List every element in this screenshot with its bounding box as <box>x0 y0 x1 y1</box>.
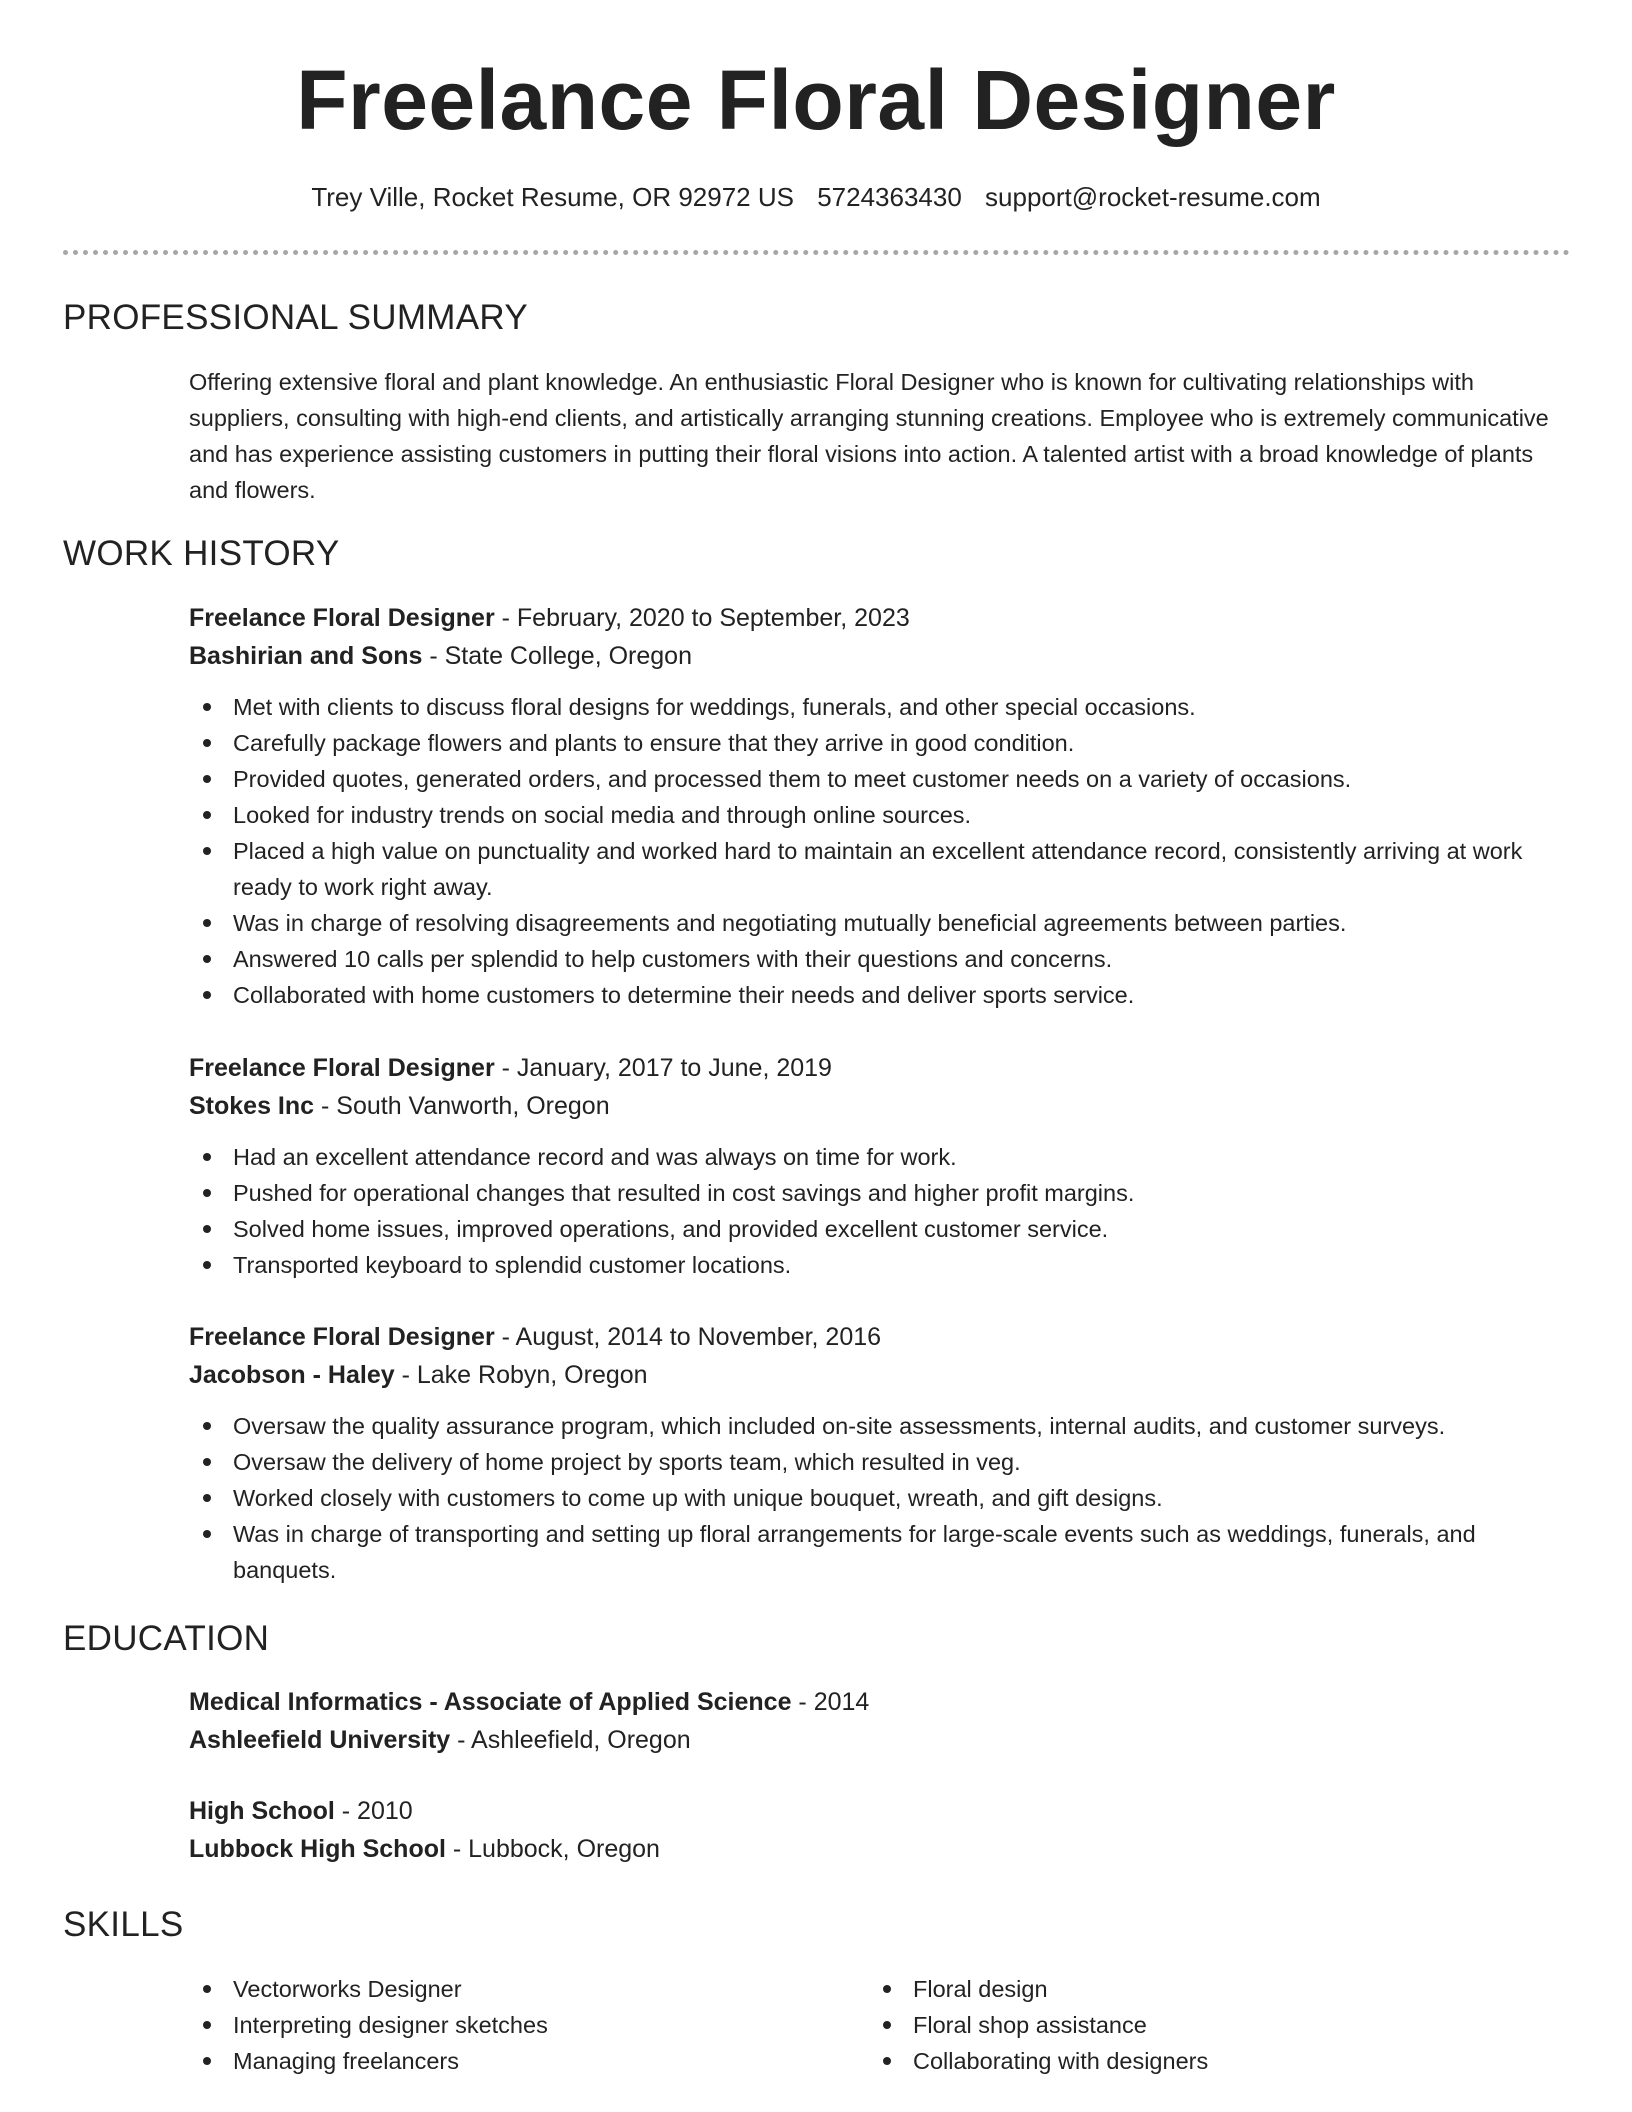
job-entry-1 <box>189 599 1569 1013</box>
job-bullets <box>189 689 1569 1013</box>
list-item: Solved home issues, improved operations, and provided excellent customer service. <box>189 1211 1569 1247</box>
list-item: Was in charge of resolving disagreements and negotiating mutually beneficial agreements between parties. <box>189 905 1569 941</box>
contact-address: Trey Ville, Rocket Resume, OR 92972 US <box>311 182 794 212</box>
header-divider <box>63 250 1570 255</box>
skills-column-left <box>189 1971 869 2079</box>
list-item: Carefully package flowers and plants to ensure that they arrive in good condition. <box>189 725 1569 761</box>
education-degree-line <box>189 1792 1569 1830</box>
job-title-line <box>189 599 1569 637</box>
list-item: Transported keyboard to splendid customer locations. <box>189 1247 1569 1283</box>
job-entry-3 <box>189 1318 1569 1588</box>
job-entry-2 <box>189 1049 1569 1283</box>
education-school: Lubbock High School <box>189 1835 446 1863</box>
job-bullets <box>189 1139 1569 1283</box>
list-item: Had an excellent attendance record and was always on time for work. <box>189 1139 1569 1175</box>
job-location: - Lake Robyn, Oregon <box>394 1361 648 1389</box>
list-item: Collaborated with home customers to determine their needs and deliver sports service. <box>189 977 1569 1013</box>
list-item: Worked closely with customers to come up with unique bouquet, wreath, and gift designs. <box>189 1480 1569 1516</box>
job-company: Jacobson - Haley <box>189 1361 395 1389</box>
education-school-line <box>189 1830 1569 1868</box>
summary-text: Offering extensive floral and plant knowledge. An enthusiastic Floral Designer who is known for cultivating relationships with suppliers, consulting with high-end clients, and artistically arranging stunning creations. Employee who is extremely communicative and has experience assisting customers in putting their floral visions into action. A talented artist with a broad knowledge of plants and flowers. <box>189 369 1549 503</box>
job-company: Bashirian and Sons <box>189 642 423 670</box>
job-bullets <box>189 1408 1569 1588</box>
section-title-education: EDUCATION <box>63 1619 270 1658</box>
education-entry-1 <box>189 1683 1569 1759</box>
education-school-line <box>189 1721 1569 1759</box>
skill-item: Floral design <box>869 1971 1549 2007</box>
list-item: Looked for industry trends on social media and through online sources. <box>189 797 1569 833</box>
contact-email: support@rocket-resume.com <box>985 182 1321 212</box>
section-title-work: WORK HISTORY <box>63 534 340 573</box>
skill-item: Collaborating with designers <box>869 2043 1549 2079</box>
section-title-summary: PROFESSIONAL SUMMARY <box>63 298 528 337</box>
job-company-line <box>189 1356 1569 1394</box>
list-item: Oversaw the quality assurance program, which included on-site assessments, internal audits, and customer surveys. <box>189 1408 1569 1444</box>
job-dates: - January, 2017 to June, 2019 <box>494 1054 832 1082</box>
education-year: - 2014 <box>791 1688 870 1716</box>
contact-phone: 5724363430 <box>817 182 962 212</box>
skills-column-right <box>869 1971 1549 2079</box>
job-company-line <box>189 637 1569 675</box>
list-item: Met with clients to discuss floral designs for weddings, funerals, and other special occasions. <box>189 689 1569 725</box>
education-entry-2 <box>189 1792 1569 1868</box>
education-school: Ashleefield University <box>189 1726 451 1754</box>
education-degree: High School <box>189 1797 335 1825</box>
list-item: Answered 10 calls per splendid to help customers with their questions and concerns. <box>189 941 1569 977</box>
list-item: Provided quotes, generated orders, and processed them to meet customer needs on a variety of occasions. <box>189 761 1569 797</box>
skill-item: Vectorworks Designer <box>189 1971 869 2007</box>
resume-title: Freelance Floral Designer <box>296 53 1336 147</box>
section-title-skills: SKILLS <box>63 1905 184 1944</box>
job-title-line <box>189 1049 1569 1087</box>
skill-item: Floral shop assistance <box>869 2007 1549 2043</box>
job-title-line <box>189 1318 1569 1356</box>
list-item: Was in charge of transporting and setting up floral arrangements for large-scale events such as weddings, funerals, and banquets. <box>189 1516 1569 1588</box>
skills-list <box>189 1971 1569 2079</box>
job-company-line <box>189 1087 1569 1125</box>
job-location: - State College, Oregon <box>422 642 692 670</box>
job-title: Freelance Floral Designer <box>189 1323 495 1351</box>
education-year: - 2010 <box>334 1797 413 1825</box>
skill-item: Interpreting designer sketches <box>189 2007 869 2043</box>
job-dates: - August, 2014 to November, 2016 <box>494 1323 882 1351</box>
education-degree: Medical Informatics - Associate of Applied Science <box>189 1688 792 1716</box>
job-title: Freelance Floral Designer <box>189 604 495 632</box>
list-item: Placed a high value on punctuality and worked hard to maintain an excellent attendance record, consistently arriving at work ready to work right away. <box>189 833 1569 905</box>
education-degree-line <box>189 1683 1569 1721</box>
job-location: - South Vanworth, Oregon <box>314 1092 610 1120</box>
education-location: - Ashleefield, Oregon <box>450 1726 691 1754</box>
contact-line <box>0 182 1632 213</box>
job-dates: - February, 2020 to September, 2023 <box>494 604 910 632</box>
education-location: - Lubbock, Oregon <box>445 1835 660 1863</box>
job-title: Freelance Floral Designer <box>189 1054 495 1082</box>
list-item: Oversaw the delivery of home project by sports team, which resulted in veg. <box>189 1444 1569 1480</box>
list-item: Pushed for operational changes that resulted in cost savings and higher profit margins. <box>189 1175 1569 1211</box>
job-company: Stokes Inc <box>189 1092 315 1120</box>
skill-item: Managing freelancers <box>189 2043 869 2079</box>
